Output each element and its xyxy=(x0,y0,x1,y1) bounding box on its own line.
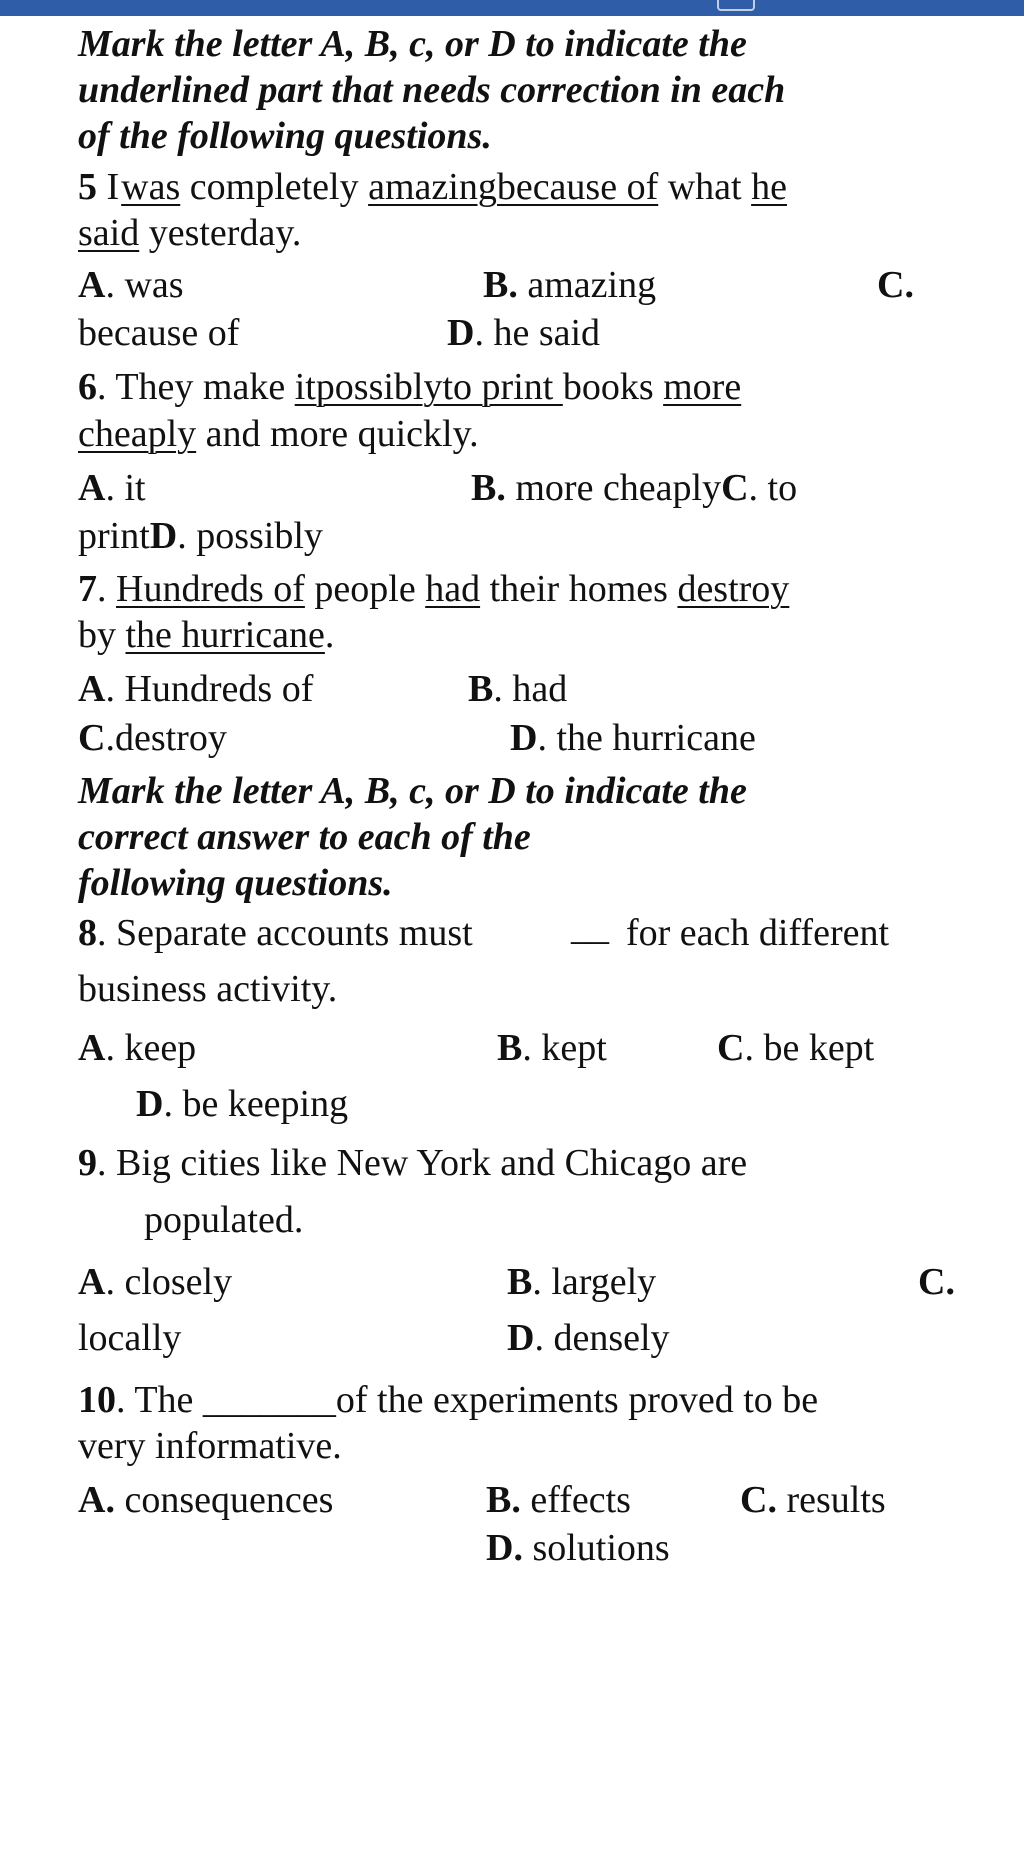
question-7-stem-line-1 xyxy=(78,566,789,612)
instruction-2-line-3: following questions. xyxy=(78,862,393,904)
question-8-stem-line-2: business activity. xyxy=(78,968,338,1010)
stem-text: . The xyxy=(116,1379,203,1421)
question-9-stem-line-2: populated. xyxy=(144,1199,304,1241)
stem-text: . xyxy=(97,568,116,610)
underlined-part: the hurricane xyxy=(125,614,325,656)
question-5-stem-line-1 xyxy=(78,164,787,210)
option-letter: C. xyxy=(740,1479,777,1521)
instruction-1-line-3: of the following questions. xyxy=(78,115,492,157)
option-letter: C. xyxy=(918,1261,955,1303)
option-letter: D xyxy=(507,1317,535,1359)
option-text: . he said xyxy=(474,312,601,354)
option-text: . was xyxy=(105,264,184,306)
option-letter: C. xyxy=(877,264,914,306)
option-letter: D xyxy=(510,717,538,759)
option-a xyxy=(78,1025,196,1071)
option-d xyxy=(447,310,600,356)
instruction-2-line-2: correct answer to each of the xyxy=(78,816,531,858)
option-b xyxy=(486,1477,631,1523)
option-letter: B xyxy=(497,1027,523,1069)
option-letter: C xyxy=(717,1027,745,1069)
option-letter: C xyxy=(721,467,749,509)
stem-text: I xyxy=(106,166,120,208)
underlined-part: Hundreds of xyxy=(116,568,305,610)
option-b xyxy=(507,1259,656,1305)
option-d xyxy=(507,1315,670,1361)
question-number: 5 xyxy=(78,166,97,208)
underlined-part: destroy xyxy=(677,568,790,610)
option-text: . be kept xyxy=(744,1027,875,1069)
underlined-part: was xyxy=(121,166,181,208)
option-letter: A. xyxy=(78,1479,115,1521)
top-bar xyxy=(0,0,1024,16)
option-text: more cheaply xyxy=(505,467,722,509)
answer-blank: __ xyxy=(571,906,609,948)
option-b xyxy=(468,666,567,712)
option-d xyxy=(486,1525,670,1571)
underlined-part: said xyxy=(78,212,140,254)
option-letter: A xyxy=(78,668,106,710)
underlined-part: more xyxy=(663,366,742,408)
underlined-part: he xyxy=(751,166,787,208)
answer-blank: _______ xyxy=(202,1379,336,1421)
instruction-1-line-1: Mark the letter A, B, c, or D to indicate the xyxy=(78,23,747,65)
tab-handle-icon xyxy=(717,0,755,11)
question-5-stem-line-2 xyxy=(78,210,301,256)
stem-text: for each different xyxy=(626,912,890,954)
option-a xyxy=(78,666,313,712)
option-text: . largely xyxy=(532,1261,657,1303)
option-b-c xyxy=(471,465,797,511)
option-text: . densely xyxy=(534,1317,670,1359)
option-letter: B. xyxy=(483,264,518,306)
option-text: . it xyxy=(105,467,146,509)
option-letter: C xyxy=(78,717,106,759)
stem-text: of the experiments proved to be xyxy=(335,1379,819,1421)
option-a xyxy=(78,1477,333,1523)
option-text: . had xyxy=(493,668,568,710)
option-letter: D xyxy=(149,515,178,557)
option-b xyxy=(497,1025,607,1071)
underlined-part: amazingbecause of xyxy=(368,166,659,208)
stem-text: their homes xyxy=(480,568,678,610)
stem-text: . xyxy=(324,614,335,656)
option-letter: B xyxy=(468,668,494,710)
option-text: consequences xyxy=(114,1479,334,1521)
option-c-label xyxy=(918,1259,955,1305)
option-letter: B xyxy=(507,1261,533,1303)
underlined-part: itpossiblyto print xyxy=(294,366,563,408)
option-letter: A xyxy=(78,1027,106,1069)
question-number: 8 xyxy=(78,912,97,954)
option-text: amazing xyxy=(517,264,657,306)
option-letter: D xyxy=(447,312,475,354)
option-text: . kept xyxy=(522,1027,607,1069)
option-text: . Hundreds of xyxy=(105,668,314,710)
question-9-stem-line-1 xyxy=(78,1140,747,1186)
option-letter: D. xyxy=(486,1527,523,1569)
option-c-text: locally xyxy=(78,1317,182,1359)
stem-text: and more quickly. xyxy=(196,413,479,455)
option-text: . keep xyxy=(105,1027,197,1069)
instruction-1-line-2: underlined part that needs correction in each xyxy=(78,69,786,111)
option-a xyxy=(78,262,184,308)
stem-text: . Separate accounts must xyxy=(97,912,473,954)
underlined-part: cheaply xyxy=(78,413,197,455)
option-text: . closely xyxy=(105,1261,233,1303)
question-6-stem-line-2 xyxy=(78,411,479,457)
option-text: effects xyxy=(520,1479,631,1521)
underlined-part: had xyxy=(425,568,481,610)
stem-text: what xyxy=(658,166,752,208)
option-c xyxy=(717,1025,874,1071)
option-letter: B. xyxy=(471,467,506,509)
option-d xyxy=(136,1081,348,1127)
question-7-stem-line-2 xyxy=(78,612,334,658)
option-b xyxy=(483,262,656,308)
question-8-stem-line-1 xyxy=(78,910,473,956)
question-number: 6 xyxy=(78,366,97,408)
stem-text: . Big cities like New York and Chicago are xyxy=(97,1142,748,1184)
option-c-d xyxy=(78,513,323,559)
option-letter: A xyxy=(78,467,106,509)
option-c xyxy=(78,715,227,761)
option-c-text: because of xyxy=(78,312,240,354)
option-letter: B. xyxy=(486,1479,521,1521)
option-text: . be keeping xyxy=(163,1083,349,1125)
option-text: results xyxy=(776,1479,886,1521)
stem-text: completely xyxy=(180,166,369,208)
option-text: .destroy xyxy=(105,717,227,759)
question-10-stem-line-2: very informative. xyxy=(78,1425,342,1467)
stem-text: by xyxy=(78,614,126,656)
question-number: 7 xyxy=(78,568,97,610)
option-a xyxy=(78,1259,232,1305)
option-text: print xyxy=(78,515,150,557)
spacer-text xyxy=(97,166,107,208)
option-text: solutions xyxy=(522,1527,670,1569)
option-c-label xyxy=(877,262,914,308)
option-letter: A xyxy=(78,264,106,306)
question-number: 10 xyxy=(78,1379,116,1421)
option-letter: D xyxy=(136,1083,164,1125)
stem-text: people xyxy=(304,568,426,610)
option-text: . possibly xyxy=(177,515,323,557)
question-10-stem-line-1 xyxy=(78,1377,818,1423)
question-number: 9 xyxy=(78,1142,97,1184)
stem-text: . They make xyxy=(97,366,295,408)
option-letter: A xyxy=(78,1261,106,1303)
option-text: . to xyxy=(748,467,798,509)
question-6-stem-line-1 xyxy=(78,364,741,410)
stem-text: yesterday. xyxy=(139,212,302,254)
instruction-2-line-1: Mark the letter A, B, c, or D to indicate the xyxy=(78,770,747,812)
option-c xyxy=(740,1477,886,1523)
option-text: . the hurricane xyxy=(537,717,756,759)
option-d xyxy=(510,715,756,761)
option-a xyxy=(78,465,146,511)
stem-text: books xyxy=(562,366,664,408)
